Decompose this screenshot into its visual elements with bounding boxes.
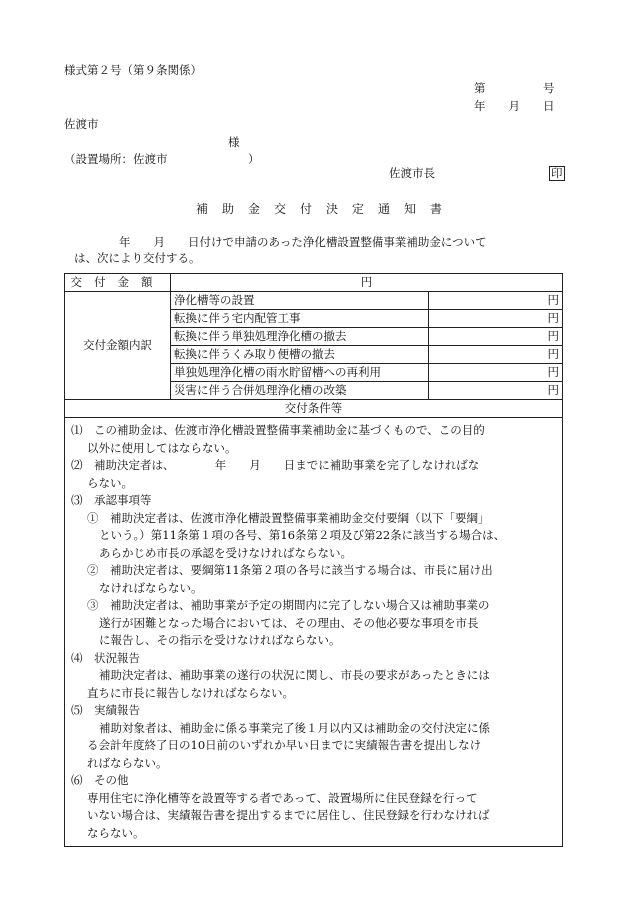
form-label: 様式第２号（第９条関係） — [64, 63, 202, 77]
breakdown-unit: 円 — [429, 328, 563, 346]
breakdown-item: 浄化槽等の設置 — [171, 292, 429, 310]
condition-line: という。）第11条第１項の各号、第16条第２項及び第22条に該当する場合は、 — [99, 528, 506, 542]
breakdown-unit: 円 — [429, 310, 563, 328]
condition-line: ① 補助決定者は、佐渡市浄化槽設置整備事業補助金交付要綱（以下「要綱」 — [87, 510, 490, 525]
condition-line: 直ちに市長に報告しなければならない。 — [87, 685, 294, 700]
seal-mark: 印 — [551, 166, 563, 180]
addressee-suffix: 様 — [228, 135, 240, 149]
condition-line: なければならない。 — [99, 580, 203, 595]
condition-line: 以外に使用してはならない。 — [87, 440, 237, 455]
condition-line: あらかじめ市長の承認を受けなければならない。 — [99, 545, 352, 560]
condition-line: いない場合は、実績報告書を提出するまでに居住し、住民登録を行わなければ — [87, 808, 490, 822]
breakdown-unit: 円 — [429, 346, 563, 364]
condition-line: 補助決定者は、補助事業の遂行の状況に関し、市長の要求があったときには — [99, 668, 490, 682]
intro-line-2: は、次により交付する。 — [74, 251, 201, 265]
amount-label: 交付金額 — [65, 274, 171, 292]
grant-table — [64, 273, 563, 847]
condition-line: ⑸ 実績報告 — [71, 703, 140, 717]
breakdown-item: 転換に伴う宅内配管工事 — [171, 310, 429, 328]
condition-line: ⑴ この補助金は、佐渡市浄化槽設置整備事業補助金に基づくもので、この目的 — [71, 423, 485, 437]
amount-row — [65, 274, 563, 292]
document-title: 補助金交付決定通知書 — [196, 202, 457, 216]
breakdown-row — [65, 292, 563, 310]
condition-line: る会計年度終了日の10日前のいずれか早い日までに実績報告書を提出しなけ — [87, 738, 482, 752]
condition-line: 遂行が困難となった場合においては、その理由、その他必要な事項を市長 — [99, 615, 479, 630]
condition-line: ⑶ 承認事項等 — [71, 493, 152, 507]
conditions-header-row — [65, 400, 563, 418]
breakdown-item: 単独処理浄化槽の雨水貯留槽への再利用 — [171, 364, 429, 382]
install-location: （設置場所：佐渡市 ） — [64, 152, 260, 166]
conditions-header: 交付条件等 — [65, 400, 563, 418]
condition-line: ⑷ 状況報告 — [71, 650, 140, 665]
condition-line: ならない。 — [87, 825, 145, 840]
breakdown-unit: 円 — [429, 292, 563, 310]
issuer-name: 佐渡市長 — [389, 166, 435, 180]
breakdown-unit: 円 — [429, 364, 563, 382]
breakdown-item: 災害に伴う合併処理浄化槽の改築 — [171, 382, 429, 400]
condition-line: 専用住宅に浄化槽等を設置等する者であって、設置場所に住民登録を行って — [87, 790, 478, 805]
condition-line: 補助対象者は、補助金に係る事業完了後１月以内又は補助金の交付決定に係 — [99, 720, 490, 735]
intro-line-1: 年 月 日付けで申請のあった浄化槽設置整備事業補助金について — [119, 235, 487, 249]
notice-date: 年 月 日 — [474, 99, 555, 113]
breakdown-item: 転換に伴う単独処理浄化槽の撤去 — [171, 328, 429, 346]
city-name: 佐渡市 — [64, 117, 99, 131]
notice-number: 第 号 — [474, 81, 555, 95]
breakdown-unit: 円 — [429, 382, 563, 400]
condition-line: ⑵ 補助決定者は、 年 月 日までに補助事業を完了しなければな — [71, 458, 480, 472]
condition-line: に報告し、その指示を受けなければならない。 — [99, 633, 341, 647]
breakdown-label: 交付金額内訳 — [65, 292, 171, 400]
amount-unit: 円 — [171, 274, 563, 292]
condition-line: ればならない。 — [87, 755, 168, 770]
condition-line: ③ 補助決定者は、補助事業が予定の期間内に完了しない場合又は補助事業の — [87, 598, 490, 612]
conditions-body — [65, 418, 563, 847]
condition-line: ⑹ その他 — [71, 773, 129, 787]
conditions-row — [65, 418, 563, 847]
condition-line: ② 補助決定者は、要綱第11条第２項の各号に該当する場合は、市長に届け出 — [87, 563, 493, 577]
condition-line: らない。 — [87, 475, 133, 490]
breakdown-item: 転換に伴うくみ取り便槽の撤去 — [171, 346, 429, 364]
